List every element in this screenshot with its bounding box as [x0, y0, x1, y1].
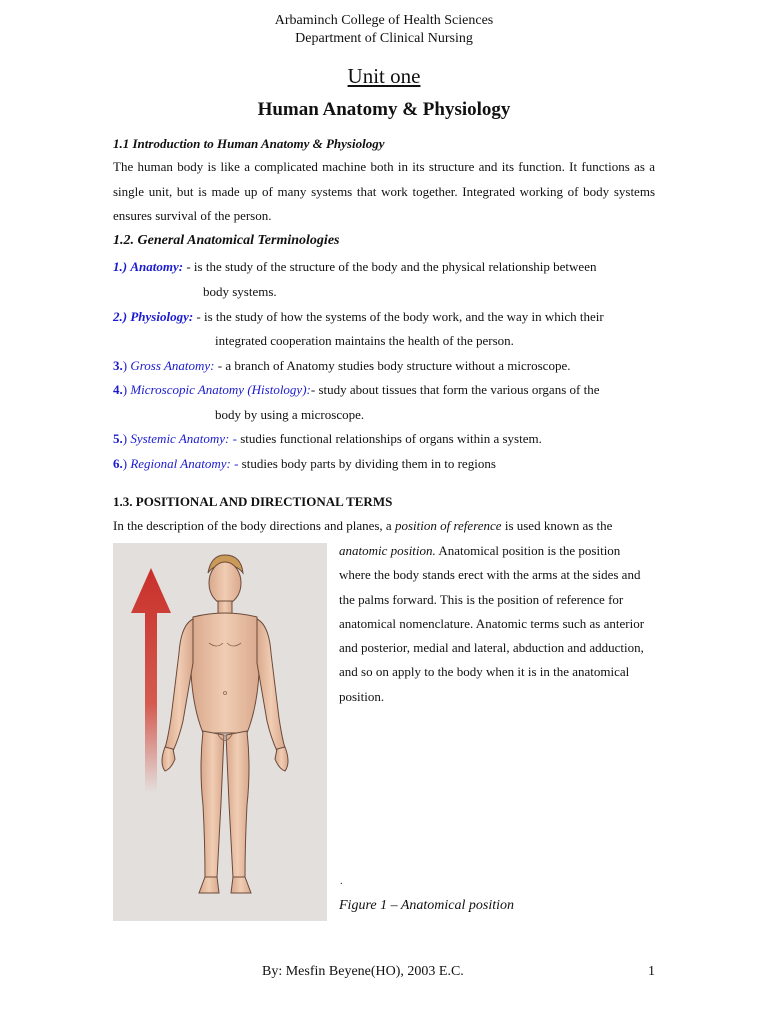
anatomic-position-text: Anatomical position is the position where the body stands erect with the arms at the sides and the palms forward. This is the position of reference for anatomical nomenclature. Anatomic terms such as anterior and posterior, medial and lateral, abduction and adduction, and so on apply to the body when it is in the anatomical position.	[339, 543, 645, 704]
term-name: Anatomy:	[130, 259, 184, 274]
unit-title: Unit one	[347, 64, 421, 88]
section-1-3-heading: 1.3. POSITIONAL AND DIRECTIONAL TERMS	[113, 494, 393, 509]
term-definition: study about tissues that form the various organs of the	[318, 382, 600, 397]
figure-caption: Figure 1 – Anatomical position	[339, 898, 514, 913]
term-number: 1.)	[113, 259, 128, 274]
college-name: Arbaminch College of Health Sciences	[274, 13, 494, 28]
term-definition: is the study of how the systems of the body work, and the way in which their	[204, 309, 604, 324]
term-anatomy-continuation: body systems.	[203, 284, 277, 299]
term-regional-anatomy	[113, 452, 655, 477]
term-name: Systemic Anatomy: -	[130, 431, 237, 446]
stray-dot: .	[340, 876, 343, 887]
term-physiology-continuation: integrated cooperation maintains the health of the person.	[215, 333, 514, 348]
section-1-1-heading: 1.1 Introduction to Human Anatomy & Physiology	[113, 136, 385, 151]
page-number: 1	[648, 964, 655, 979]
anatomical-position-figure	[113, 543, 327, 921]
term-dash: -	[193, 309, 205, 324]
term-name: Gross Anatomy:	[130, 358, 215, 373]
term-name: Regional Anatomy: -	[130, 456, 239, 471]
term-definition: is the study of the structure of the body and the physical relationship between	[193, 259, 597, 274]
term-dash: -	[310, 382, 319, 397]
term-number: 2.)	[113, 309, 128, 324]
footer-byline: By: Mesfin Beyene(HO), 2003 E.C.	[262, 964, 464, 979]
term-paren: )	[122, 358, 128, 373]
intro-text-end: is used known as the	[501, 518, 613, 533]
section-1-3-intro	[113, 515, 658, 537]
term-systemic-anatomy	[113, 427, 655, 452]
term-name: Microscopic Anatomy (Histology):	[130, 382, 311, 397]
section-1-2-heading: 1.2. General Anatomical Terminologies	[113, 233, 340, 248]
term-number: 3.	[113, 358, 123, 373]
term-dash: -	[214, 358, 226, 373]
subject-title: Human Anatomy & Physiology	[257, 99, 511, 120]
term-microscopic-anatomy	[113, 378, 655, 403]
intro-text: In the description of the body directions and planes, a	[113, 518, 395, 533]
term-microscopic-continuation: body by using a microscope.	[215, 407, 365, 422]
term-number: 5.	[113, 431, 123, 446]
intro-emphasis: position of reference	[394, 518, 502, 533]
body-figure	[162, 555, 288, 893]
term-anatomy	[113, 255, 655, 280]
term-gross-anatomy	[113, 354, 655, 379]
anatomic-position-description	[339, 539, 649, 709]
anatomic-position-term: anatomic position.	[339, 543, 436, 558]
term-name: Physiology:	[130, 309, 194, 324]
human-body-illustration	[113, 543, 327, 921]
term-dash: -	[183, 259, 194, 274]
department-name: Department of Clinical Nursing	[295, 31, 473, 46]
term-definition: studies body parts by dividing them in to regions	[241, 456, 496, 471]
term-paren: )	[122, 382, 128, 397]
section-1-1-text: The human body is like a complicated machine both in its structure and its function. It functions as a single unit, but is made up of many systems that work together. Integrated working of body systems ensures survival of the person.	[113, 159, 655, 223]
term-paren: )	[122, 431, 128, 446]
term-number: 6.	[113, 456, 123, 471]
term-physiology	[113, 305, 655, 330]
term-number: 4.	[113, 382, 123, 397]
term-definition: studies functional relationships of organs within a system.	[240, 431, 542, 446]
term-paren: )	[122, 456, 128, 471]
term-definition: a branch of Anatomy studies body structure without a microscope.	[225, 358, 571, 373]
